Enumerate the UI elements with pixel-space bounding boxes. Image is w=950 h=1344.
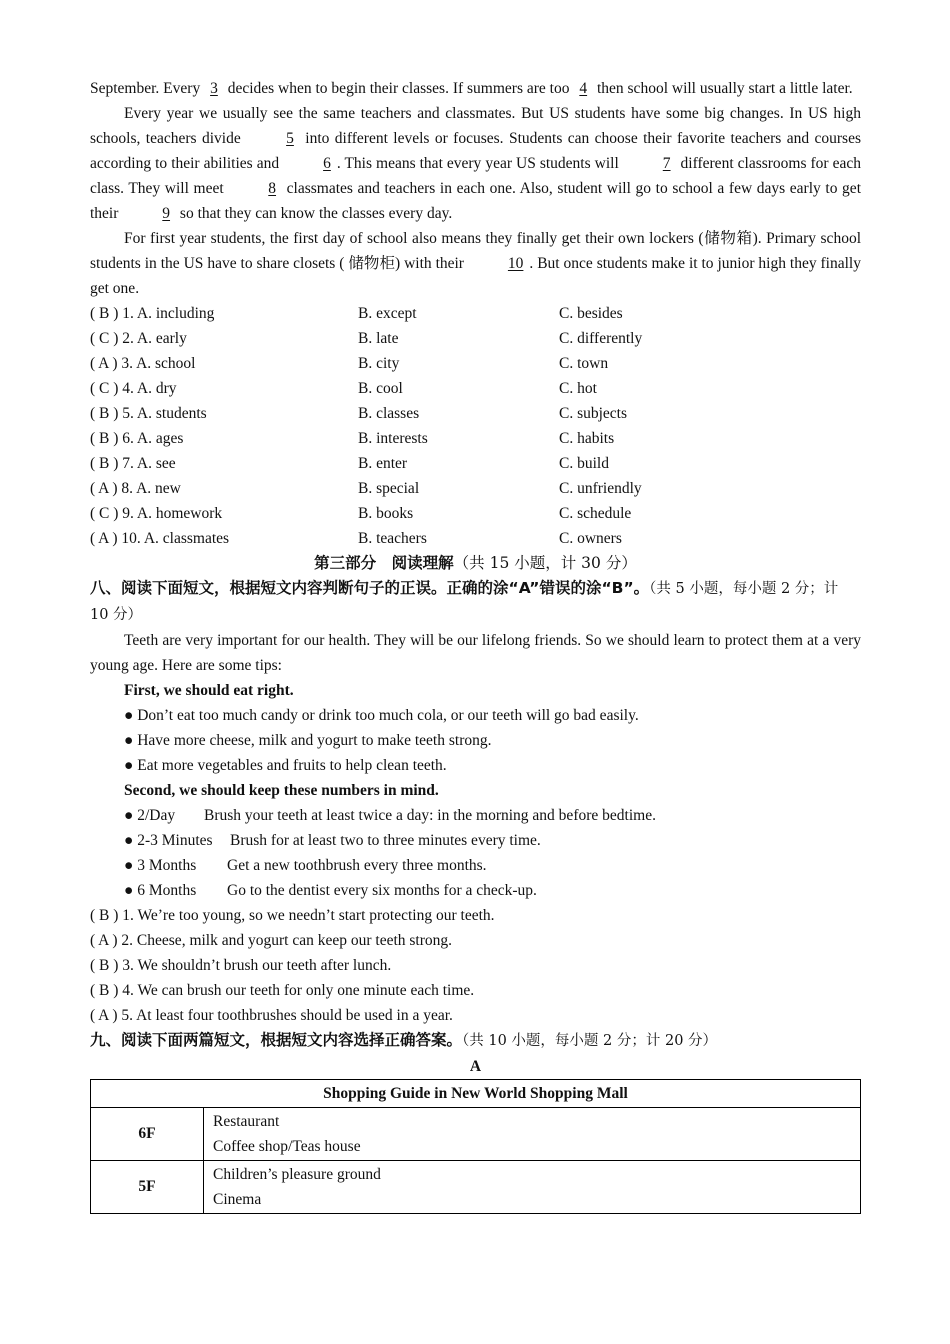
table-header-row <box>91 1080 861 1108</box>
option-c: C. owners <box>559 530 622 547</box>
judgement-statements <box>90 903 861 1028</box>
text-segment: September. Every <box>90 80 205 97</box>
list-item <box>90 878 861 903</box>
table-title: Shopping Guide in New World Shopping Mall <box>91 1080 861 1108</box>
option-row <box>90 301 861 326</box>
option-a: ( C ) 9. A. homework <box>90 505 223 522</box>
option-c: C. schedule <box>559 505 632 522</box>
tip-text: Brush for at least two to three minutes every time. <box>230 832 541 849</box>
option-a: ( C ) 2. A. early <box>90 330 187 347</box>
blank-7: 7 <box>662 155 671 172</box>
option-c: C. subjects <box>559 405 628 422</box>
section9-instruction <box>90 1028 861 1054</box>
option-b: B. cool <box>358 380 403 397</box>
section8-instruction-text: 八、阅读下面短文，根据短文内容判断句子的正误。正确的涂“A”错误的涂“B”。 <box>90 579 650 597</box>
tip-number: ● 6 Months <box>124 882 197 899</box>
option-a: ( A ) 8. A. new <box>90 480 181 497</box>
option-a: ( C ) 4. A. dry <box>90 380 177 397</box>
floor-cell: 6F <box>91 1108 204 1161</box>
text-segment: into different levels or focuses. Students can choose their favorite teachers and courses according to their abilities and <box>90 130 861 172</box>
part3-title-text: 第三部分 阅读理解 <box>314 554 454 572</box>
floor-cell: 5F <box>91 1161 204 1214</box>
items-cell <box>204 1108 861 1161</box>
blank-10: 10 <box>507 255 524 272</box>
cloze-paragraph-2 <box>90 101 861 226</box>
option-c: C. build <box>559 455 609 472</box>
table-body <box>91 1108 861 1214</box>
shopping-guide-table <box>90 1079 861 1214</box>
part3-score-note: （共 15 小题，计 30 分） <box>453 554 637 572</box>
section8-instruction <box>90 576 861 628</box>
text-segment: For first year students, the first day of school also means they finally get their own lockers (储物箱). Primary school students in the US have to share closets ( 储物柜) with their <box>90 230 861 272</box>
option-c: C. unfriendly <box>559 480 642 497</box>
statement-item: ( A ) 2. Cheese, milk and yogurt can keep our teeth strong. <box>90 932 453 949</box>
items-cell <box>204 1161 861 1214</box>
section9-instruction-text: 九、阅读下面两篇短文，根据短文内容选择正确答案。 <box>90 1031 463 1049</box>
option-c: C. besides <box>559 305 623 322</box>
part3-title <box>90 551 861 576</box>
text-segment: decides when to begin their classes. If summers are too <box>223 80 574 97</box>
list-item: ● Eat more vegetables and fruits to help clean teeth. <box>124 757 447 774</box>
option-b: B. special <box>358 480 420 497</box>
option-row <box>90 351 861 376</box>
table-row <box>91 1161 861 1214</box>
option-c: C. hot <box>559 380 597 397</box>
option-b: B. interests <box>358 430 428 447</box>
option-row <box>90 476 861 501</box>
tip-number: ● 2/Day <box>124 807 176 824</box>
text-segment: different classrooms for each class. They will meet <box>90 155 861 197</box>
store-item: Children’s pleasure ground <box>213 1166 381 1183</box>
list-item <box>90 828 861 853</box>
store-item: Coffee shop/Teas house <box>213 1138 361 1155</box>
option-c: C. town <box>559 355 609 372</box>
tip-text: Go to the dentist every six months for a check-up. <box>227 882 537 899</box>
option-b: B. except <box>358 305 417 322</box>
text-segment: . This means that every year US students will <box>336 155 623 172</box>
exam-page <box>90 76 861 1214</box>
option-row <box>90 426 861 451</box>
option-a: ( B ) 1. A. including <box>90 305 215 322</box>
statement-item: ( B ) 3. We shouldn’t brush our teeth after lunch. <box>90 957 392 974</box>
option-b: B. teachers <box>358 530 427 547</box>
option-b: B. enter <box>358 455 408 472</box>
tip-text: Get a new toothbrush every three months. <box>227 857 487 874</box>
list-item: ● Have more cheese, milk and yogurt to make teeth strong. <box>124 732 492 749</box>
option-b: B. books <box>358 505 414 522</box>
section8-intro: Teeth are very important for our health. They will be our lifelong friends. So we should learn to protect them at a very young age. Here are some tips: <box>90 632 861 674</box>
option-a: ( A ) 3. A. school <box>90 355 196 372</box>
option-row <box>90 326 861 351</box>
statement-item: ( A ) 5. At least four toothbrushes should be used in a year. <box>90 1007 453 1024</box>
text-segment: so that they can know the classes every day. <box>176 205 453 222</box>
tip-number: ● 2-3 Minutes <box>124 832 213 849</box>
passage-label: A <box>469 1058 482 1075</box>
option-c: C. differently <box>559 330 643 347</box>
list-item: ● Don’t eat too much candy or drink too much cola, or our teeth will go bad easily. <box>124 707 639 724</box>
tip1-heading: First, we should eat right. <box>124 682 294 699</box>
section9-score-note: （共 10 小题，每小题 2 分；计 20 分） <box>462 1033 718 1049</box>
blank-6: 6 <box>323 155 331 172</box>
option-row <box>90 526 861 551</box>
option-c: C. habits <box>559 430 615 447</box>
text-segment: then school will usually start a little later. <box>593 80 853 97</box>
blank-4: 4 <box>579 80 588 97</box>
cloze-paragraph-3 <box>90 226 861 301</box>
option-row <box>90 451 861 476</box>
blank-8: 8 <box>268 180 277 197</box>
blank-5: 5 <box>286 130 294 147</box>
option-row <box>90 376 861 401</box>
tip2-heading: Second, we should keep these numbers in mind. <box>124 782 439 799</box>
option-b: B. late <box>358 330 399 347</box>
tip2-list <box>90 803 861 903</box>
statement-item: ( B ) 1. We’re too young, so we needn’t start protecting our teeth. <box>90 907 495 924</box>
option-row <box>90 501 861 526</box>
cloze-options <box>90 301 861 551</box>
tip-text: Brush your teeth at least twice a day: in the morning and before bedtime. <box>204 807 656 824</box>
option-a: ( B ) 5. A. students <box>90 405 207 422</box>
text-segment: classmates and teachers in each one. Also, student will go to school a few days early to get their <box>90 180 861 222</box>
cloze-paragraph-1 <box>90 76 861 101</box>
option-b: B. classes <box>358 405 420 422</box>
statement-item: ( B ) 4. We can brush our teeth for only one minute each time. <box>90 982 475 999</box>
text-segment: . But once students make it to junior high they finally get one. <box>90 255 861 297</box>
list-item <box>90 803 861 828</box>
tip1-list <box>90 703 861 778</box>
option-a: ( B ) 7. A. see <box>90 455 176 472</box>
blank-3: 3 <box>210 80 218 97</box>
option-a: ( A ) 10. A. classmates <box>90 530 230 547</box>
table-row <box>91 1108 861 1161</box>
option-a: ( B ) 6. A. ages <box>90 430 184 447</box>
list-item <box>90 853 861 878</box>
option-row <box>90 401 861 426</box>
store-item: Restaurant <box>213 1113 280 1130</box>
tip-number: ● 3 Months <box>124 857 197 874</box>
store-item: Cinema <box>213 1191 262 1208</box>
section8-score-note: （共 5 小题，每小题 2 分；计 10 分） <box>90 581 839 623</box>
option-b: B. city <box>358 355 400 372</box>
text-segment: Every year we usually see the same teachers and classmates. But US students have some big changes. In US high schools, teachers divide <box>90 105 861 147</box>
blank-9: 9 <box>162 205 171 222</box>
